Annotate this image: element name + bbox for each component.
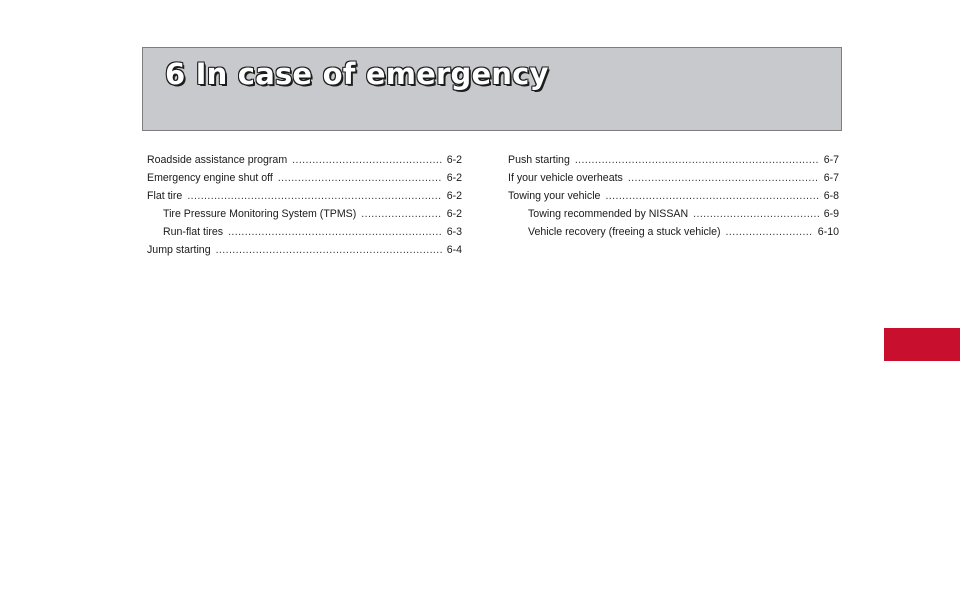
dot-leader xyxy=(628,169,819,187)
dot-leader xyxy=(292,151,442,169)
toc-entry-page: 6-2 xyxy=(446,208,462,220)
toc-entry-label: Vehicle recovery (freeing a stuck vehicle) xyxy=(528,226,721,238)
toc-entry-label: If your vehicle overheats xyxy=(508,172,623,184)
dot-leader xyxy=(228,223,442,241)
toc-entry-push-starting[interactable] xyxy=(508,151,839,169)
toc-entry-label: Tire Pressure Monitoring System (TPMS) xyxy=(163,208,357,220)
toc-entry-emergency-engine-shut-off[interactable] xyxy=(147,169,462,187)
toc-entry-run-flat-tires[interactable] xyxy=(147,223,462,241)
toc-entry-towing-recommended[interactable] xyxy=(508,205,839,223)
toc-right-column xyxy=(508,151,839,241)
toc-entry-vehicle-recovery[interactable] xyxy=(508,223,839,241)
toc-entry-label: Push starting xyxy=(508,154,570,166)
dot-leader xyxy=(187,187,441,205)
dot-leader xyxy=(693,205,819,223)
toc-entry-label: Towing recommended by NISSAN xyxy=(528,208,689,220)
toc-entry-page: 6-4 xyxy=(446,244,462,256)
dot-leader xyxy=(278,169,442,187)
toc-entry-page: 6-9 xyxy=(823,208,839,220)
dot-leader xyxy=(726,223,813,241)
toc-entry-flat-tire[interactable] xyxy=(147,187,462,205)
toc-entry-tpms[interactable] xyxy=(147,205,462,223)
toc-entry-label: Jump starting xyxy=(147,244,211,256)
toc-entry-page: 6-8 xyxy=(823,190,839,202)
toc-entry-vehicle-overheats[interactable] xyxy=(508,169,839,187)
toc-left-column xyxy=(147,151,462,259)
toc-entry-jump-starting[interactable] xyxy=(147,241,462,259)
toc-entry-page: 6-7 xyxy=(823,172,839,184)
toc-entry-label: Towing your vehicle xyxy=(508,190,601,202)
chapter-title: 6 In case of emergency xyxy=(165,57,549,91)
toc-entry-label: Emergency engine shut off xyxy=(147,172,273,184)
dot-leader xyxy=(575,151,819,169)
chapter-header-band xyxy=(142,47,842,131)
toc-entry-roadside-assistance[interactable] xyxy=(147,151,462,169)
toc-entry-page: 6-2 xyxy=(446,190,462,202)
toc-entry-page: 6-2 xyxy=(446,172,462,184)
toc-entry-label: Run-flat tires xyxy=(163,226,224,238)
toc-entry-page: 6-3 xyxy=(446,226,462,238)
toc-entry-towing-your-vehicle[interactable] xyxy=(508,187,839,205)
toc-entry-label: Flat tire xyxy=(147,190,183,202)
toc-entry-page: 6-7 xyxy=(823,154,839,166)
toc-entry-page: 6-2 xyxy=(446,154,462,166)
dot-leader xyxy=(216,241,442,259)
toc-entry-label: Roadside assistance program xyxy=(147,154,288,166)
chapter-thumb-tab xyxy=(884,328,960,361)
toc-entry-page: 6-10 xyxy=(817,226,839,238)
dot-leader xyxy=(605,187,818,205)
dot-leader xyxy=(361,205,441,223)
